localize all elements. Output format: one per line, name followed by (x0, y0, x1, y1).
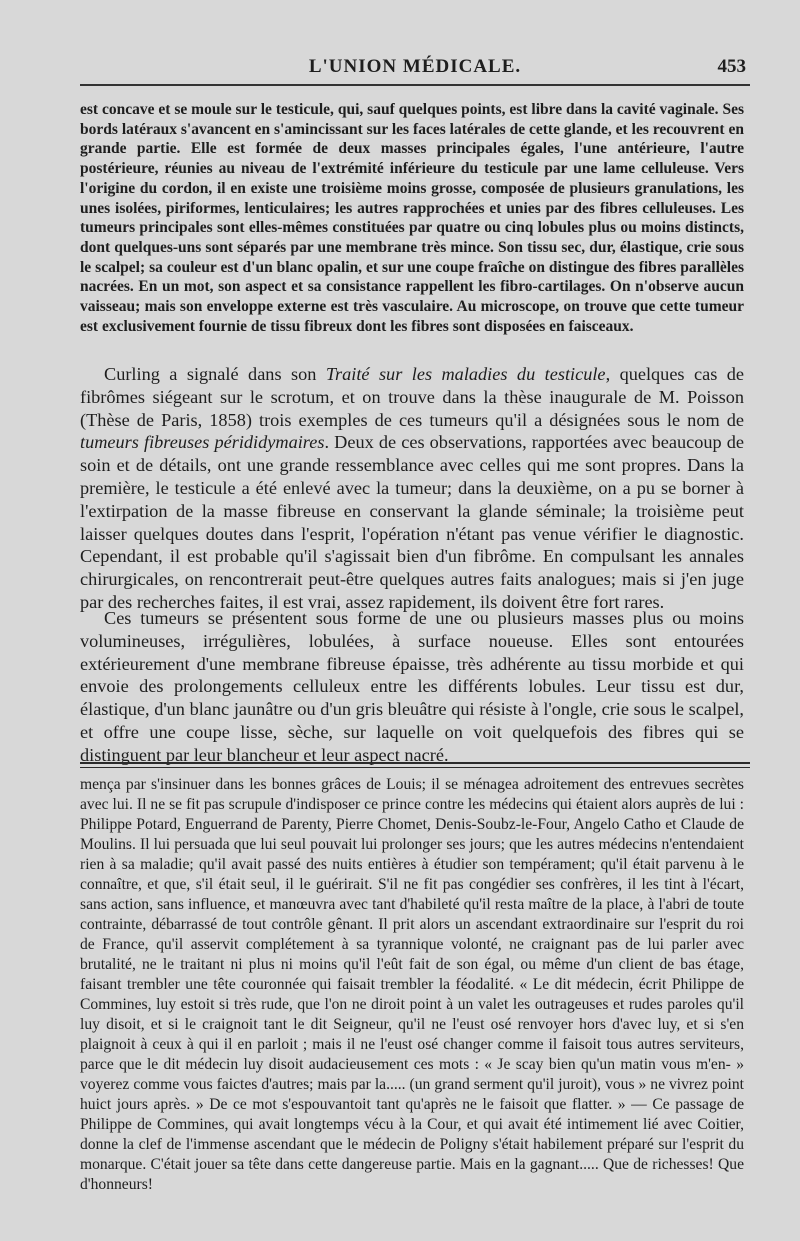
paragraph-curling (80, 363, 744, 614)
journal-title: L'UNION MÉDICALE. (308, 56, 522, 77)
feuilleton-column (80, 775, 744, 1195)
paragraph-tumor-forms (80, 607, 744, 767)
page-header (80, 56, 750, 86)
paragraph-tumor-description (80, 100, 744, 336)
page-number: 453 (717, 56, 746, 77)
header-rule (80, 84, 750, 86)
feuilleton-text: mença par s'insinuer dans les bonnes grâces de Louis; il se ménagea adroitement des entrevues secrètes avec lui. Il ne se fit pas scrupule d'indisposer ce prince contre les médecins qui étaient alors auprès de lui : Philippe Potard, Enguerrand de Parenty, Pierre Chomet, Denis-Soubz-le-Four, Angelo Catho et Claude de Moulins. Il lui persuada que lui seul pouvait lui prolonger ses jours; que les autres médecins n'entendaient rien à sa maladie; qu'il avait passé des nuits entières à étudier son tempérament; qu'il était parvenu à le connaître, et que, s'il était seul, il le guérirait. S'il ne fit pas congédier ses confrères, il les tint à l'écart, sans action, sans influence, et manœuvra avec tant d'habileté qu'il resta maître de la place, à l'abri de toute contrainte, débarrassé de tout contrôle gênant. Il prit alors un ascendant extraordinaire sur l'esprit du roi de France, qu'il asservit complétement à sa tyrannique volonté, ne craignant pas de lui parler avec brutalité, ne le traitant ni plus ni moins qu'il l'eût fait de son égal, ou même d'un client de bas étage, faisant trembler une tête couronnée qui faisait trembler la féodalité. « Le dit médecin, écrit Philippe de Commines, luy estoit si très rude, que l'on ne diroit point à un valet les outrageuses et rudes paroles qu'il luy disoit, et si le craignoit tant le dit Seigneur, qu'il ne l'eust osé renvoyer hors d'avec luy, et si s'en plaignoit à ceux à qui il en parloit ; mais il ne l'eust osé changer comme il faisoit tous autres serviteurs, parce que le dit médecin luy disoit audacieusement ces mots : « Je scay bien qu'un matin vous m'en- » voyerez comme vous faictes d'autres; mais par la..... (un grand serment qu'il juroit), vous » ne vivrez point huict jours après. » De ce mot s'espouvantoit tant qu'après ne le faisoit que flatter. » — Ce passage de Philippe de Commines, qui avait longtemps vécu à la Cour, et qui avait été intimement lié avec Coitier, donne la clef de l'immense ascendant que le médecin de Poligny s'était habilement préparé sur l'esprit du monarque. C'était jouer sa tête dans cette dangereuse partie. Mais en la gagnant..... Que de richesses! Que d'honneurs! (80, 776, 744, 1193)
term-italic: tumeurs fibreuses pérididymaires (80, 432, 325, 453)
text-run: . Deux de ces observations, rapportées avec beaucoup de soin et de détails, ont une grande ressemblance avec celles qui me sont propres. Dans la première, le testicule a été enlevé avec la tumeur; dans la deuxième, on a pu se borner à l'extirpation de la masse fibreuse en conservant la glande séminale; la troisième peut laisser quelques doutes dans l'esprit, l'opération n'étant pas venue vérifier le diagnostic. Cependant, il est probable qu'il s'agissait bien d'un fibrôme. En compulsant les annales chirurgicales, on rencontrerait peut-être quelques autres faits analogues; mais si j'en juge par des recherches faites, il est vrai, assez rapidement, ils doivent être fort rares. (80, 432, 744, 612)
paragraph-text: Ces tumeurs se présentent sous forme de une ou plusieurs masses plus ou moins volumineuses, irrégulières, lobulées, à surface noueuse. Elles sont entourées extérieurement d'une membrane fibreuse épaisse, très adhérente au tissu morbide et qui envoie des prolongements celluleux entre les différents lobules. Leur tissu est dur, élastique, d'un blanc jaunâtre ou d'un gris bleuâtre qui résiste à l'ongle, crie sous le scalpel, et offre une coupe lisse, sèche, sur laquelle on voit quelquefois des fibres qui se distinguent par leur blancheur et leur aspect nacré. (80, 608, 744, 765)
paragraph-text: est concave et se moule sur le testicule, qui, sauf quelques points, est libre dans la cavité vaginale. Ses bords latéraux s'avancent en s'amincissant sur les faces latérales de cette glande, et les recouvrent en grande partie. Elle est formée de deux masses principales égales, l'une antérieure, l'autre postérieure, réunies au niveau de l'extrémité inférieure du testicule par une lame celluleuse. Vers l'origine du cordon, il en existe une troisième moins grosse, composée de plusieurs granulations, les unes isolées, piriformes, lenticulaires; les autres rapprochées et unies par des fibres celluleuses. Les tumeurs principales sont elles-mêmes constituées par quatre ou cinq lobules plus ou moins distincts, dont quelques-uns sont séparés par une membrane très mince. Son tissu sec, dur, élastique, crie sous le scalpel; sa couleur est d'un blanc opalin, et sur une coupe fraîche on distingue des fibres parallèles nacrées. En un mot, son aspect et sa consistance rappellent les fibro-cartilages. On n'observe aucun vaisseau; mais son enveloppe externe est très vasculaire. Au microscope, on trouve que cette tumeur est exclusivement fournie de tissu fibreux dont les fibres sont disposées en faisceaux. (80, 101, 744, 335)
text-run: Curling a signalé dans son (104, 364, 326, 384)
book-title-italic: Traité sur les maladies du testicule (325, 364, 606, 384)
text-run: , quelques cas de fibrômes siégeant sur le scrotum, et on trouve dans la thèse inaugurale de M. Poisson (Thèse de Paris, 1858) trois exemples de ces tumeurs qu'il a désignées sous le nom de (80, 364, 745, 430)
feuilleton-separator (80, 762, 750, 768)
paragraph-text (80, 363, 744, 614)
